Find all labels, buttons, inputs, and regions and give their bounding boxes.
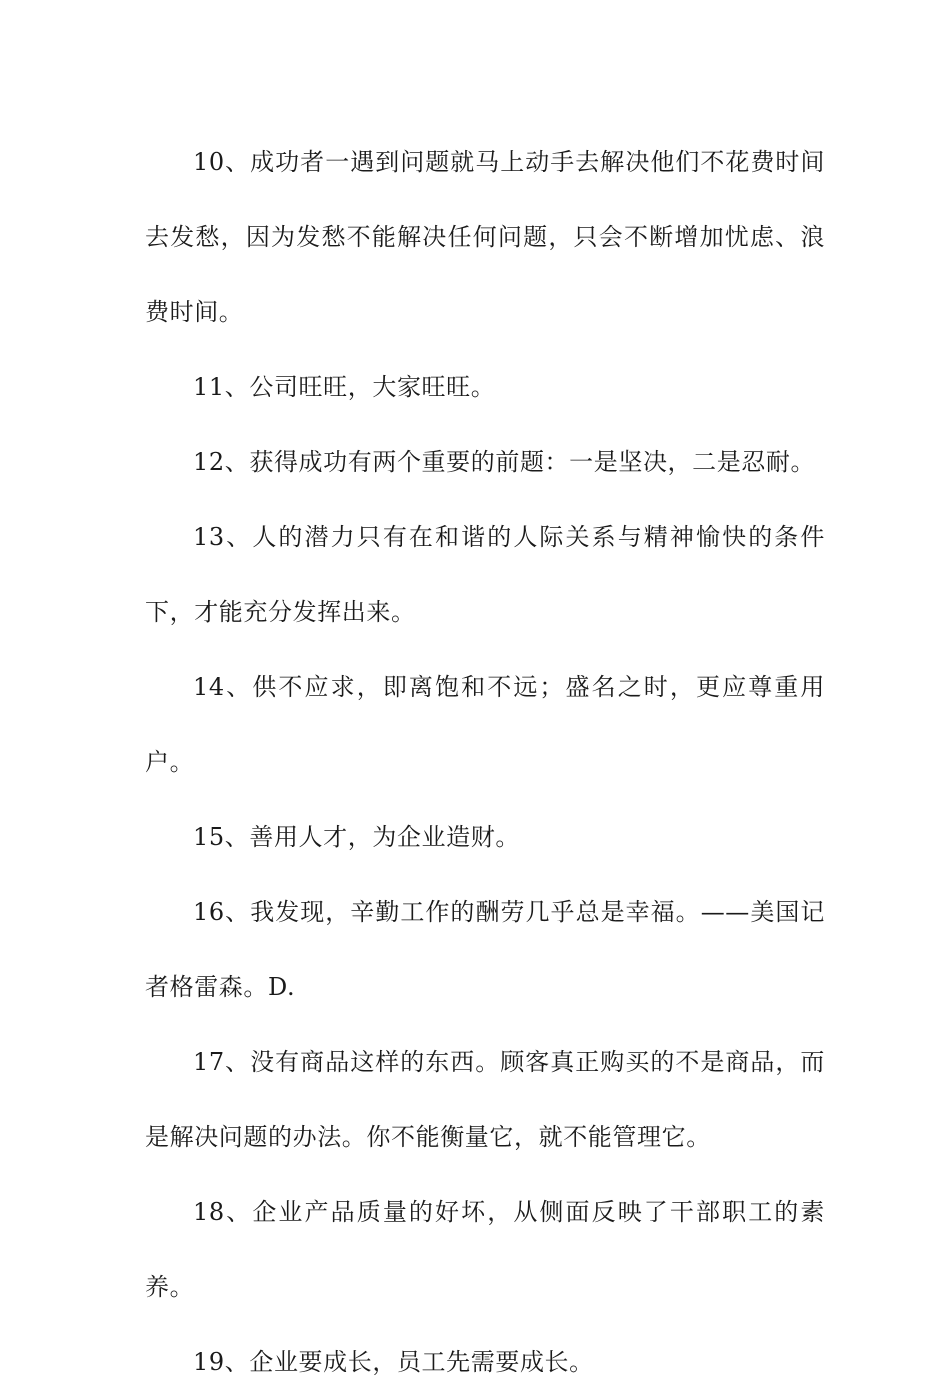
paragraph-14: 14、供不应求，即离饱和不远；盛名之时，更应尊重用户。	[145, 673, 825, 776]
document-body	[145, 125, 825, 1400]
paragraph-15: 15、善用人才，为企业造财。	[193, 823, 520, 851]
paragraph-17: 17、没有商品这样的东西。顾客真正购买的不是商品，而是解决问题的办法。你不能衡量它，就不能管理它。	[145, 1048, 825, 1151]
paragraph-11: 11、公司旺旺，大家旺旺。	[193, 373, 496, 401]
paragraph-13: 13、人的潜力只有在和谐的人际关系与精神愉快的条件下，才能充分发挥出来。	[145, 523, 825, 626]
paragraph-10: 10、成功者一遇到问题就马上动手去解决他们不花费时间去发愁，因为发愁不能解决任何问题，只会不断增加忧虑、浪费时间。	[145, 148, 825, 326]
paragraph-19: 19、企业要成长，员工先需要成长。	[193, 1348, 594, 1376]
paragraph-12: 12、获得成功有两个重要的前题：一是坚决，二是忍耐。	[193, 448, 816, 476]
paragraph-16: 16、我发现，辛勤工作的酬劳几乎总是幸福。——美国记者格雷森。D.	[145, 898, 825, 1001]
paragraph-18: 18、企业产品质量的好坏，从侧面反映了干部职工的素养。	[145, 1198, 825, 1301]
